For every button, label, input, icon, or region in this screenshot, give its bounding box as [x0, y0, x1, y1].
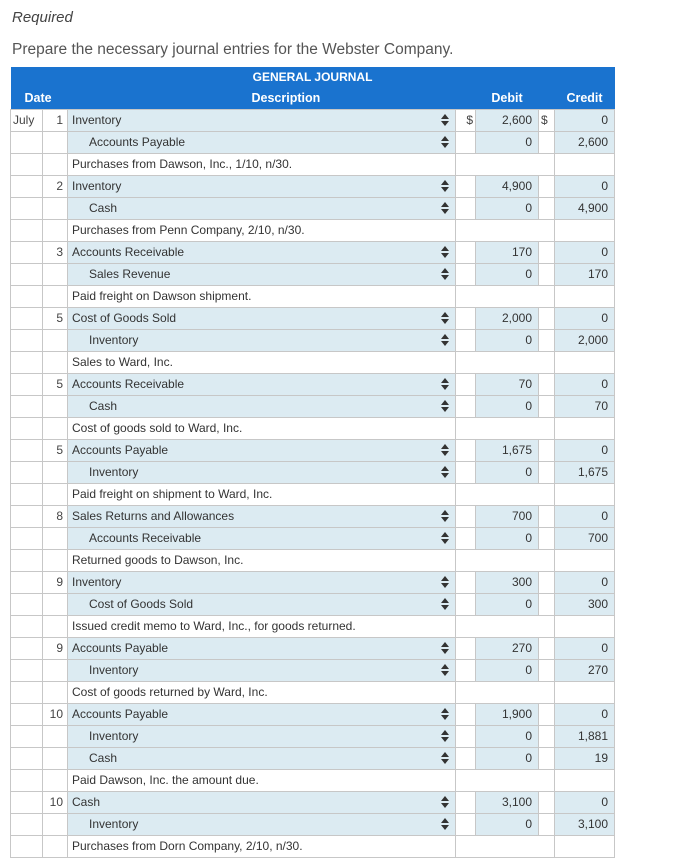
debit-input[interactable]: 0 [476, 725, 539, 747]
account-select[interactable] [68, 263, 456, 285]
debit-input[interactable]: 0 [476, 395, 539, 417]
memo-row [11, 417, 615, 439]
select-arrows-icon[interactable] [441, 532, 449, 545]
credit-dollar-cell [539, 571, 555, 593]
date-month-cell [11, 659, 43, 681]
credit-input[interactable]: 700 [555, 527, 615, 549]
credit-input[interactable]: 270 [555, 659, 615, 681]
credit-dollar-cell [539, 109, 555, 131]
entry-row [11, 725, 615, 747]
select-arrows-icon[interactable] [441, 752, 449, 765]
date-day-cell: 2 [43, 175, 68, 197]
debit-input[interactable]: 300 [476, 571, 539, 593]
select-arrows-icon[interactable] [441, 466, 449, 479]
entry-row [11, 307, 615, 329]
credit-dollar-cell [539, 527, 555, 549]
date-month-cell [11, 505, 43, 527]
credit-dollar-cell [539, 175, 555, 197]
memo-row [11, 483, 615, 505]
credit-input[interactable]: 2,600 [555, 131, 615, 153]
date-day-cell [43, 659, 68, 681]
memo-row [11, 549, 615, 571]
debit-dollar-cell [456, 703, 476, 725]
memo-text: Paid freight on shipment to Ward, Inc. [72, 487, 273, 501]
memo-row [11, 769, 615, 791]
entry-row [11, 197, 615, 219]
debit-dollar-cell [456, 329, 476, 351]
date-day-cell [43, 549, 68, 571]
date-day-cell: 10 [43, 703, 68, 725]
account-select[interactable] [68, 131, 456, 153]
debit-input[interactable]: 1,900 [476, 703, 539, 725]
account-select[interactable] [68, 791, 456, 813]
date-day-cell [43, 681, 68, 703]
entry-row [11, 791, 615, 813]
dollar-sign: $ [541, 113, 548, 127]
entry-row [11, 505, 615, 527]
debit-dollar-cell [456, 527, 476, 549]
entry-row [11, 571, 615, 593]
account-name: Accounts Receivable [72, 377, 185, 391]
debit-input[interactable]: 3,100 [476, 791, 539, 813]
debit-input[interactable]: 2,000 [476, 307, 539, 329]
memo-cell[interactable] [68, 483, 456, 505]
credit-dollar-cell [539, 307, 555, 329]
instruction-text: Prepare the necessary journal entries for the Webster Company. [12, 41, 454, 58]
credit-input[interactable]: 2,000 [555, 329, 615, 351]
date-day-cell [43, 835, 68, 857]
debit-input[interactable]: 70 [476, 373, 539, 395]
credit-dollar-cell [539, 725, 555, 747]
date-day-cell: 8 [43, 505, 68, 527]
account-name: Sales Returns and Allowances [72, 509, 235, 523]
memo-text: Paid Dawson, Inc. the amount due. [72, 773, 259, 787]
memo-text: Cost of goods sold to Ward, Inc. [72, 421, 243, 435]
debit-dollar-cell [456, 395, 476, 417]
debit-dollar-cell [456, 637, 476, 659]
account-name: Accounts Receivable [89, 531, 202, 545]
date-month-cell [11, 197, 43, 219]
debit-dollar-cell [456, 109, 476, 131]
account-select[interactable] [68, 725, 456, 747]
debit-dollar-cell [456, 505, 476, 527]
debit-dollar-cell [456, 593, 476, 615]
credit-input[interactable]: 0 [555, 175, 615, 197]
credit-dollar-cell [539, 439, 555, 461]
debit-input[interactable]: 4,900 [476, 175, 539, 197]
entry-row [11, 373, 615, 395]
account-name: Cash [89, 399, 118, 413]
memo-row [11, 153, 615, 175]
debit-dollar-cell [456, 175, 476, 197]
date-month-cell [11, 835, 43, 857]
account-select[interactable] [68, 703, 456, 725]
account-name: Accounts Payable [89, 135, 186, 149]
debit-dollar-cell [456, 197, 476, 219]
date-month-cell [11, 483, 43, 505]
select-arrows-icon[interactable] [441, 114, 449, 127]
date-day-cell: 1 [43, 109, 68, 131]
credit-dollar-cell [539, 241, 555, 263]
date-column-header: Date [11, 87, 68, 109]
credit-input[interactable]: 1,675 [555, 461, 615, 483]
account-name: Cash [72, 795, 101, 809]
debit-input[interactable]: 0 [476, 527, 539, 549]
debit-dollar-cell [456, 461, 476, 483]
date-day-cell [43, 263, 68, 285]
account-name: Inventory [89, 663, 139, 677]
memo-cell[interactable] [68, 769, 456, 791]
credit-input[interactable]: 70 [555, 395, 615, 417]
memo-row [11, 219, 615, 241]
credit-input[interactable]: 0 [555, 637, 615, 659]
date-day-cell [43, 131, 68, 153]
date-day-cell: 9 [43, 637, 68, 659]
date-month-cell [11, 351, 43, 373]
select-arrows-icon[interactable] [441, 796, 449, 809]
date-day-cell [43, 593, 68, 615]
account-name: Cash [89, 201, 118, 215]
account-name: Sales Revenue [89, 267, 171, 281]
select-arrows-icon[interactable] [441, 268, 449, 281]
debit-column-header: Debit [476, 87, 539, 109]
account-name: Cost of Goods Sold [89, 597, 194, 611]
date-day-cell [43, 417, 68, 439]
debit-input[interactable]: 170 [476, 241, 539, 263]
memo-text: Purchases from Penn Company, 2/10, n/30. [72, 223, 305, 237]
account-select[interactable] [68, 197, 456, 219]
dollar-sign: $ [466, 113, 473, 127]
entry-row [11, 659, 615, 681]
date-day-cell [43, 351, 68, 373]
memo-cell[interactable] [68, 351, 456, 373]
memo-text: Cost of goods returned by Ward, Inc. [72, 685, 268, 699]
debit-dollar-cell [456, 263, 476, 285]
account-select[interactable] [68, 527, 456, 549]
date-month-cell [11, 703, 43, 725]
date-month-cell [11, 747, 43, 769]
debit-input[interactable]: 0 [476, 131, 539, 153]
select-arrows-icon[interactable] [441, 136, 449, 149]
debit-dollar-cell [456, 131, 476, 153]
account-select[interactable] [68, 175, 456, 197]
credit-input[interactable]: 19 [555, 747, 615, 769]
credit-dollar-cell [539, 813, 555, 835]
credit-dollar-cell [539, 505, 555, 527]
credit-dollar-cell [539, 593, 555, 615]
date-month-cell [11, 241, 43, 263]
memo-text: Issued credit memo to Ward, Inc., for goods returned. [72, 619, 356, 633]
account-select[interactable] [68, 571, 456, 593]
select-arrows-icon[interactable] [441, 730, 449, 743]
account-select[interactable] [68, 659, 456, 681]
credit-input[interactable]: 0 [555, 791, 615, 813]
date-month-cell [11, 219, 43, 241]
credit-input[interactable]: 0 [555, 571, 615, 593]
credit-input[interactable]: 0 [555, 373, 615, 395]
debit-input[interactable]: 0 [476, 197, 539, 219]
credit-dollar-cell [539, 395, 555, 417]
general-journal-table [10, 67, 615, 858]
debit-dollar-cell [456, 439, 476, 461]
account-select[interactable] [68, 329, 456, 351]
date-month-cell [11, 571, 43, 593]
account-select[interactable] [68, 461, 456, 483]
memo-cell[interactable] [68, 835, 456, 857]
debit-dollar-cell [456, 747, 476, 769]
account-select[interactable] [68, 637, 456, 659]
date-day-cell [43, 285, 68, 307]
debit-dollar-cell [456, 791, 476, 813]
select-arrows-icon[interactable] [441, 400, 449, 413]
memo-text: Paid freight on Dawson shipment. [72, 289, 252, 303]
date-day-cell [43, 395, 68, 417]
memo-text: Sales to Ward, Inc. [72, 355, 173, 369]
account-select[interactable] [68, 747, 456, 769]
memo-row [11, 351, 615, 373]
credit-input[interactable]: 0 [555, 505, 615, 527]
journal-title: GENERAL JOURNAL [11, 67, 615, 87]
select-arrows-icon[interactable] [441, 312, 449, 325]
debit-input[interactable]: 1,675 [476, 439, 539, 461]
debit-dollar-cell [456, 571, 476, 593]
account-name: Inventory [89, 465, 139, 479]
entry-row [11, 241, 615, 263]
date-month-cell [11, 593, 43, 615]
memo-text: Purchases from Dorn Company, 2/10, n/30. [72, 839, 303, 853]
entry-row [11, 461, 615, 483]
account-name: Accounts Payable [72, 707, 169, 721]
select-arrows-icon[interactable] [441, 598, 449, 611]
entry-row [11, 747, 615, 769]
date-month-cell: July [11, 109, 43, 131]
debit-dollar-cell [456, 725, 476, 747]
debit-input[interactable]: 0 [476, 813, 539, 835]
credit-dollar-cell [539, 461, 555, 483]
debit-input[interactable]: 0 [476, 263, 539, 285]
memo-cell[interactable] [68, 549, 456, 571]
debit-input[interactable]: 0 [476, 747, 539, 769]
date-month-cell [11, 175, 43, 197]
entry-row [11, 439, 615, 461]
date-day-cell: 5 [43, 307, 68, 329]
date-day-cell: 9 [43, 571, 68, 593]
credit-dollar-cell [539, 263, 555, 285]
memo-cell[interactable] [68, 417, 456, 439]
date-day-cell [43, 747, 68, 769]
select-arrows-icon[interactable] [441, 510, 449, 523]
date-day-cell [43, 329, 68, 351]
entry-row [11, 263, 615, 285]
date-month-cell [11, 527, 43, 549]
credit-input[interactable]: 0 [555, 307, 615, 329]
account-select[interactable] [68, 373, 456, 395]
account-name: Inventory [89, 729, 139, 743]
credit-dollar-cell [539, 791, 555, 813]
credit-input[interactable]: 4,900 [555, 197, 615, 219]
credit-dollar-cell [539, 329, 555, 351]
account-name: Accounts Payable [72, 641, 169, 655]
account-name: Inventory [72, 179, 122, 193]
entry-row [11, 703, 615, 725]
credit-dollar-cell [539, 637, 555, 659]
debit-dollar-cell [456, 307, 476, 329]
credit-input[interactable]: 300 [555, 593, 615, 615]
credit-column-header: Credit [555, 87, 615, 109]
date-month-cell [11, 681, 43, 703]
date-day-cell [43, 461, 68, 483]
date-month-cell [11, 637, 43, 659]
date-day-cell [43, 527, 68, 549]
required-label: Required [12, 9, 73, 26]
date-month-cell [11, 395, 43, 417]
credit-dollar-cell [539, 197, 555, 219]
date-day-cell [43, 615, 68, 637]
account-select[interactable] [68, 505, 456, 527]
account-name: Cost of Goods Sold [72, 311, 177, 325]
date-day-cell [43, 483, 68, 505]
memo-cell[interactable] [68, 219, 456, 241]
memo-cell[interactable] [68, 153, 456, 175]
account-select[interactable] [68, 307, 456, 329]
account-select[interactable] [68, 395, 456, 417]
account-name: Cash [89, 751, 118, 765]
credit-input[interactable]: 0 [555, 109, 615, 131]
account-select[interactable] [68, 109, 456, 131]
entry-row [11, 813, 615, 835]
date-day-cell [43, 153, 68, 175]
account-name: Accounts Receivable [72, 245, 185, 259]
debit-input[interactable]: 270 [476, 637, 539, 659]
description-column-header: Description [68, 87, 456, 109]
date-month-cell [11, 769, 43, 791]
credit-dollar-cell [539, 703, 555, 725]
debit-dollar-cell [456, 373, 476, 395]
date-month-cell [11, 791, 43, 813]
select-arrows-icon[interactable] [441, 202, 449, 215]
credit-input[interactable]: 1,881 [555, 725, 615, 747]
debit-dollar-cell [456, 659, 476, 681]
select-arrows-icon[interactable] [441, 180, 449, 193]
date-month-cell [11, 549, 43, 571]
credit-dollar-cell [539, 131, 555, 153]
date-day-cell [43, 725, 68, 747]
entry-row [11, 175, 615, 197]
debit-input[interactable]: 0 [476, 659, 539, 681]
credit-dollar-cell [539, 659, 555, 681]
entry-row [11, 395, 615, 417]
memo-row [11, 681, 615, 703]
memo-row [11, 285, 615, 307]
date-month-cell [11, 263, 43, 285]
debit-input[interactable]: 2,600 [476, 109, 539, 131]
memo-row [11, 835, 615, 857]
date-day-cell: 10 [43, 791, 68, 813]
date-month-cell [11, 131, 43, 153]
date-month-cell [11, 373, 43, 395]
entry-row [11, 637, 615, 659]
credit-dollar-cell [539, 373, 555, 395]
account-name: Inventory [89, 817, 139, 831]
date-month-cell [11, 439, 43, 461]
date-day-cell: 5 [43, 373, 68, 395]
date-month-cell [11, 285, 43, 307]
credit-input[interactable]: 170 [555, 263, 615, 285]
select-arrows-icon[interactable] [441, 576, 449, 589]
credit-dollar-cell [539, 747, 555, 769]
date-day-cell [43, 197, 68, 219]
date-day-cell [43, 813, 68, 835]
credit-input[interactable]: 0 [555, 241, 615, 263]
memo-cell[interactable] [68, 285, 456, 307]
date-month-cell [11, 615, 43, 637]
date-month-cell [11, 417, 43, 439]
debit-dollar-cell [456, 241, 476, 263]
entry-row [11, 131, 615, 153]
memo-cell[interactable] [68, 615, 456, 637]
date-month-cell [11, 153, 43, 175]
debit-input[interactable]: 0 [476, 461, 539, 483]
debit-input[interactable]: 700 [476, 505, 539, 527]
debit-input[interactable]: 0 [476, 593, 539, 615]
entry-row [11, 109, 615, 131]
date-month-cell [11, 307, 43, 329]
credit-input[interactable]: 0 [555, 703, 615, 725]
account-name: Inventory [72, 575, 122, 589]
date-month-cell [11, 461, 43, 483]
date-day-cell: 5 [43, 439, 68, 461]
date-day-cell [43, 769, 68, 791]
account-select[interactable] [68, 241, 456, 263]
memo-text: Returned goods to Dawson, Inc. [72, 553, 244, 567]
select-arrows-icon[interactable] [441, 818, 449, 831]
entry-row [11, 329, 615, 351]
account-name: Accounts Payable [72, 443, 169, 457]
date-day-cell [43, 219, 68, 241]
credit-input[interactable]: 0 [555, 439, 615, 461]
account-name: Inventory [72, 113, 122, 127]
select-arrows-icon[interactable] [441, 664, 449, 677]
select-arrows-icon[interactable] [441, 378, 449, 391]
debit-dollar-cell [456, 813, 476, 835]
select-arrows-icon[interactable] [441, 708, 449, 721]
account-select[interactable] [68, 813, 456, 835]
debit-input[interactable]: 0 [476, 329, 539, 351]
date-month-cell [11, 329, 43, 351]
select-arrows-icon[interactable] [441, 642, 449, 655]
entry-row [11, 593, 615, 615]
memo-row [11, 615, 615, 637]
account-name: Inventory [89, 333, 139, 347]
credit-input[interactable]: 3,100 [555, 813, 615, 835]
select-arrows-icon[interactable] [441, 246, 449, 259]
account-select[interactable] [68, 439, 456, 461]
select-arrows-icon[interactable] [441, 334, 449, 347]
account-select[interactable] [68, 593, 456, 615]
date-month-cell [11, 725, 43, 747]
date-month-cell [11, 813, 43, 835]
entry-row [11, 527, 615, 549]
memo-cell[interactable] [68, 681, 456, 703]
select-arrows-icon[interactable] [441, 444, 449, 457]
date-day-cell: 3 [43, 241, 68, 263]
memo-text: Purchases from Dawson, Inc., 1/10, n/30. [72, 157, 293, 171]
